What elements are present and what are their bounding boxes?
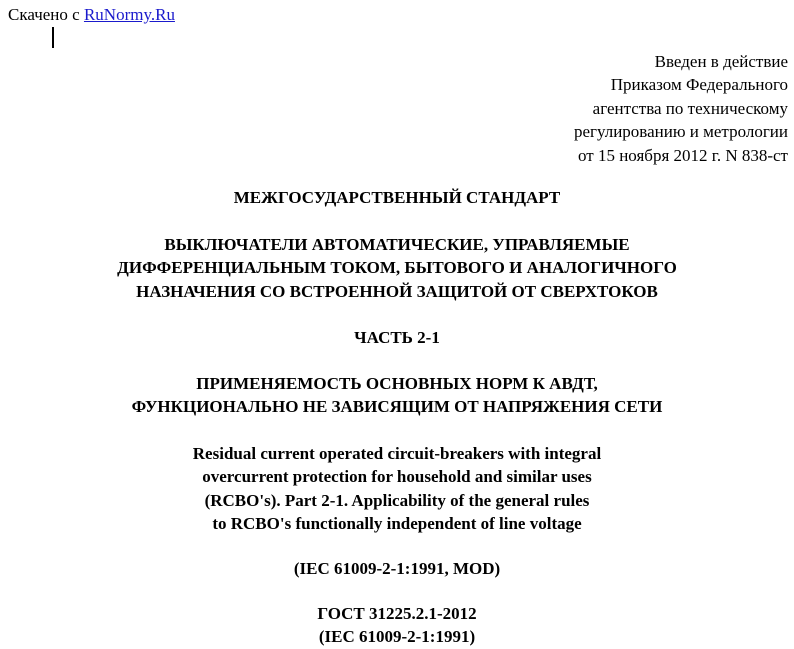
russian-subtitle-line: ПРИМЕНЯЕМОСТЬ ОСНОВНЫХ НОРМ К АВДТ, xyxy=(196,374,598,393)
part-heading xyxy=(0,326,794,349)
russian-title-line: ВЫКЛЮЧАТЕЛИ АВТОМАТИЧЕСКИЕ, УПРАВЛЯЕМЫЕ xyxy=(164,235,630,254)
approval-line: от 15 ноября 2012 г. N 838-ст xyxy=(578,145,788,165)
english-title xyxy=(0,442,794,536)
iec-reference xyxy=(0,557,794,580)
russian-title-line: НАЗНАЧЕНИЯ СО ВСТРОЕННОЙ ЗАЩИТОЙ ОТ СВЕРХТОКОВ xyxy=(136,281,658,301)
russian-title xyxy=(0,233,794,303)
source-link[interactable]: RuNormy.Ru xyxy=(83,5,175,24)
english-title-line: Residual current operated circuit-breakers with integral xyxy=(192,444,602,463)
approval-notice xyxy=(574,50,788,167)
approval-line: регулированию и метрологии xyxy=(573,122,788,142)
russian-subtitle xyxy=(0,372,794,419)
gost-number: ГОСТ 31225.2.1-2012 xyxy=(317,604,477,623)
source-prefix: Скачено с xyxy=(8,5,84,24)
approval-line: Введен в действие xyxy=(654,52,788,71)
iec-reference-text: (IEC 61009-2-1:1991, MOD) xyxy=(293,559,501,578)
gost-iec-reference: (IEC 61009-2-1:1991) xyxy=(318,627,476,647)
gost-designation xyxy=(0,602,794,649)
russian-subtitle-line: ФУНКЦИОНАЛЬНО НЕ ЗАВИСЯЩИМ ОТ НАПРЯЖЕНИЯ СЕТИ xyxy=(131,397,663,417)
english-title-line: (RCBO's). Part 2-1. Applicability of the general rules xyxy=(204,490,590,510)
approval-line: Приказом Федерального xyxy=(610,75,788,95)
interstate-heading-text: МЕЖГОСУДАРСТВЕННЫЙ СТАНДАРТ xyxy=(233,188,561,207)
text-cursor xyxy=(52,27,54,48)
source-line xyxy=(8,4,175,26)
russian-title-line: ДИФФЕРЕНЦИАЛЬНЫМ ТОКОМ, БЫТОВОГО И АНАЛОГИЧНОГО xyxy=(117,258,677,278)
interstate-standard-heading xyxy=(0,186,794,209)
english-title-line: to RCBO's functionally independent of line voltage xyxy=(212,514,582,534)
approval-line: агентства по техническому xyxy=(592,98,788,118)
part-heading-text: ЧАСТЬ 2-1 xyxy=(354,328,440,347)
english-title-line: overcurrent protection for household and similar uses xyxy=(202,467,592,487)
